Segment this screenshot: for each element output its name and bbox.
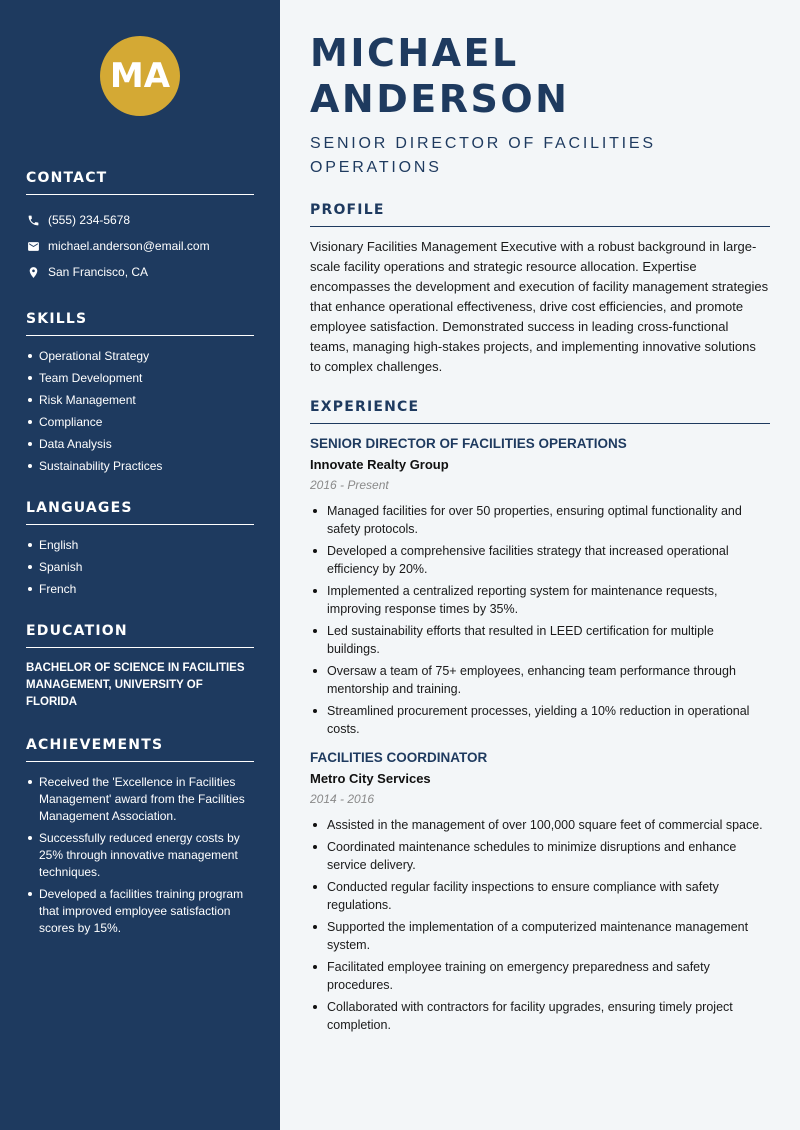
contact-location bbox=[26, 259, 254, 285]
job-bullet: Collaborated with contractors for facility upgrades, ensuring timely project completion. bbox=[310, 998, 770, 1034]
education-section bbox=[26, 623, 254, 711]
job-bullet: Oversaw a team of 75+ employees, enhancing team performance through mentorship and training. bbox=[310, 662, 770, 698]
job-bullets bbox=[310, 816, 770, 1034]
languages-list bbox=[26, 537, 254, 597]
job-bullet: Assisted in the management of over 100,000 square feet of commercial space. bbox=[310, 816, 770, 834]
contact-section bbox=[26, 170, 254, 285]
job-bullet: Supported the implementation of a computerized maintenance management system. bbox=[310, 918, 770, 954]
experience-heading: EXPERIENCE bbox=[310, 399, 770, 424]
job-entry bbox=[310, 750, 770, 1034]
skills-list bbox=[26, 348, 254, 474]
contact-phone bbox=[26, 207, 254, 233]
job-bullet: Streamlined procurement processes, yielding a 10% reduction in operational costs. bbox=[310, 702, 770, 738]
language-item: French bbox=[26, 581, 254, 597]
education-heading: EDUCATION bbox=[26, 623, 254, 648]
achievements-list bbox=[26, 774, 254, 937]
job-bullet: Conducted regular facility inspections to ensure compliance with safety regulations. bbox=[310, 878, 770, 914]
skill-item: Operational Strategy bbox=[26, 348, 254, 364]
profile-text: Visionary Facilities Management Executive with a robust background in large-scale facility operations and strategic resource allocation. Expertise encompasses the development and execution of facility management strategies that enhance operational effectiveness, drive cost efficiencies, and promote employee satisfaction. Demonstrated success in leading cross-functional teams, managing high-stakes projects, and implementing innovative solutions to complex challenges. bbox=[310, 239, 769, 374]
skills-heading: SKILLS bbox=[26, 311, 254, 336]
job-bullets bbox=[310, 502, 770, 738]
email-icon bbox=[26, 239, 40, 253]
achievements-section bbox=[26, 737, 254, 937]
location-text: San Francisco, CA bbox=[48, 265, 149, 279]
profile-section bbox=[310, 202, 770, 377]
skill-item: Sustainability Practices bbox=[26, 458, 254, 474]
achievement-item: Received the 'Excellence in Facilities Management' award from the Facilities Management Association. bbox=[26, 774, 254, 825]
languages-heading: LANGUAGES bbox=[26, 500, 254, 525]
contact-heading: CONTACT bbox=[26, 170, 254, 195]
candidate-title: SENIOR DIRECTOR OF FACILITIES OPERATIONS bbox=[310, 135, 656, 176]
job-bullet: Managed facilities for over 50 properties, ensuring optimal functionality and safety protocols. bbox=[310, 502, 770, 538]
skill-item: Data Analysis bbox=[26, 436, 254, 452]
contact-email bbox=[26, 233, 254, 259]
job-bullet: Developed a comprehensive facilities strategy that increased operational efficiency by 20%. bbox=[310, 542, 770, 578]
company-name: Metro City Services bbox=[310, 771, 431, 786]
achievements-heading: ACHIEVEMENTS bbox=[26, 737, 254, 762]
skill-item: Compliance bbox=[26, 414, 254, 430]
job-dates: 2016 - Present bbox=[310, 478, 389, 492]
language-item: English bbox=[26, 537, 254, 553]
phone-icon bbox=[26, 213, 40, 227]
avatar: MA bbox=[100, 36, 180, 116]
main-content bbox=[280, 0, 800, 1130]
profile-heading: PROFILE bbox=[310, 202, 770, 227]
achievement-item: Developed a facilities training program that improved employee satisfaction scores by 15%. bbox=[26, 886, 254, 937]
job-title: SENIOR DIRECTOR OF FACILITIES OPERATIONS bbox=[310, 436, 627, 451]
languages-section bbox=[26, 500, 254, 597]
education-degree: BACHELOR OF SCIENCE IN FACILITIES MANAGEMENT, UNIVERSITY OF FLORIDA bbox=[26, 662, 245, 708]
job-title: FACILITIES COORDINATOR bbox=[310, 750, 488, 765]
company-name: Innovate Realty Group bbox=[310, 457, 449, 472]
skill-item: Risk Management bbox=[26, 392, 254, 408]
job-bullet: Facilitated employee training on emergency preparedness and safety procedures. bbox=[310, 958, 770, 994]
achievement-item: Successfully reduced energy costs by 25% through innovative management techniques. bbox=[26, 830, 254, 881]
job-bullet: Implemented a centralized reporting system for maintenance requests, improving response times by 35%. bbox=[310, 582, 770, 618]
sidebar bbox=[0, 0, 280, 1130]
location-pin-icon bbox=[26, 265, 40, 279]
job-bullet: Led sustainability efforts that resulted in LEED certification for multiple buildings. bbox=[310, 622, 770, 658]
email-text: michael.anderson@email.com bbox=[48, 239, 210, 253]
job-entry bbox=[310, 436, 770, 738]
experience-section bbox=[310, 399, 770, 1034]
job-dates: 2014 - 2016 bbox=[310, 792, 375, 806]
candidate-name: MICHAEL ANDERSON bbox=[310, 31, 570, 121]
skill-item: Team Development bbox=[26, 370, 254, 386]
job-bullet: Coordinated maintenance schedules to minimize disruptions and enhance service delivery. bbox=[310, 838, 770, 874]
phone-text: (555) 234-5678 bbox=[48, 213, 131, 227]
language-item: Spanish bbox=[26, 559, 254, 575]
skills-section bbox=[26, 311, 254, 474]
